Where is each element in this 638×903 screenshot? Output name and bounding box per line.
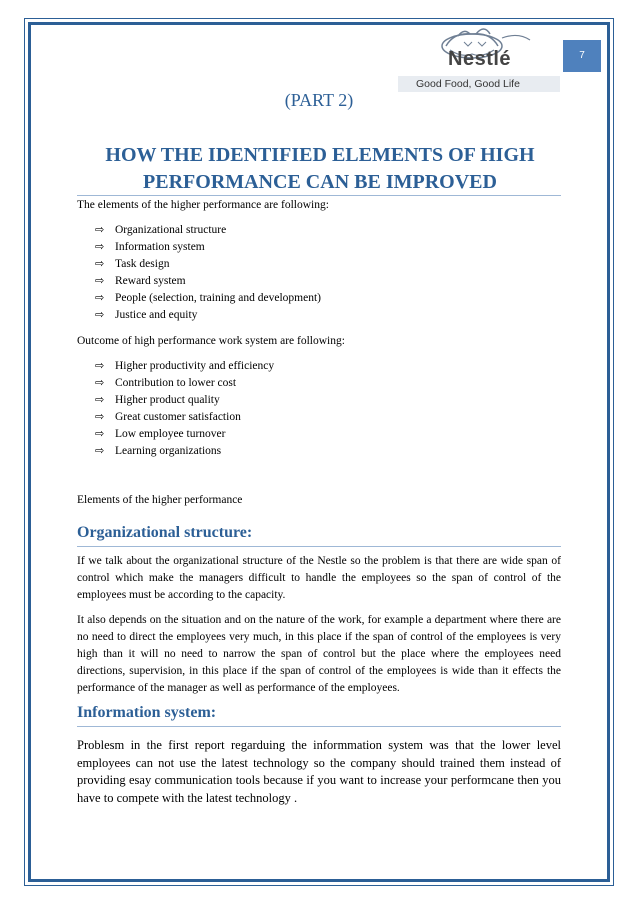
arrow-right-icon: ⇨ — [95, 444, 105, 457]
arrow-right-icon: ⇨ — [95, 223, 105, 236]
logo-tagline: Good Food, Good Life — [416, 78, 520, 90]
arrow-right-icon: ⇨ — [95, 308, 105, 321]
list-item: ⇨ Contribution to lower cost — [95, 376, 237, 389]
org-structure-paragraph-1: If we talk about the organizational structure of the Nestle so the problem is that there are wide span of control which make the managers difficult to handle the employees so the span of control of the employees must be according to the capacity. — [77, 555, 561, 601]
list-item: ⇨ Low employee turnover — [95, 427, 226, 440]
logo-brand-text: Nestlé — [448, 48, 512, 70]
arrow-right-icon: ⇨ — [95, 427, 105, 440]
arrow-right-icon: ⇨ — [95, 291, 105, 304]
list-item: ⇨ Justice and equity — [95, 308, 198, 321]
arrow-right-icon: ⇨ — [95, 274, 105, 287]
page-number: 7 — [563, 40, 601, 72]
info-system-paragraph-1: Problesm in the first report regarduing the informmation system was that the lower level employees can not use the latest technology so the company should trained them instead of providing esay communication tools because if you want to increase your performcane then you have to compete with the latest technology . — [77, 738, 561, 805]
elements-label: Elements of the higher performance — [77, 494, 243, 506]
list-item: ⇨ People (selection, training and development) — [95, 291, 321, 304]
list-item: ⇨ Organizational structure — [95, 223, 227, 236]
elements-intro: The elements of the higher performance are following: — [77, 199, 329, 211]
section-heading-organizational-structure: Organizational structure: — [77, 524, 253, 541]
list-item: ⇨ Reward system — [95, 274, 186, 287]
elements-list — [95, 221, 321, 323]
list-item: ⇨ Learning organizations — [95, 444, 222, 457]
heading-divider — [77, 195, 561, 196]
outcome-intro: Outcome of high performance work system are following: — [77, 335, 345, 347]
arrow-right-icon: ⇨ — [95, 359, 105, 372]
section-divider — [77, 726, 561, 727]
part-title: (PART 2) — [284, 90, 354, 110]
arrow-right-icon: ⇨ — [95, 393, 105, 406]
arrow-right-icon: ⇨ — [95, 257, 105, 270]
list-item: ⇨ Higher productivity and efficiency — [95, 359, 275, 372]
arrow-right-icon: ⇨ — [95, 376, 105, 389]
section-divider — [77, 546, 561, 547]
list-item: ⇨ Information system — [95, 240, 205, 253]
main-heading: HOW THE IDENTIFIED ELEMENTS OF HIGH PERFORMANCE CAN BE IMPROVED — [105, 144, 535, 193]
arrow-right-icon: ⇨ — [95, 240, 105, 253]
list-item: ⇨ Higher product quality — [95, 393, 220, 406]
outcome-list — [95, 357, 274, 459]
org-structure-paragraph-2: It also depends on the situation and on the nature of the work, for example a department where there are no need to direct the employees very much, in this place if the span of control of the employees is very high than it will no need to narrow the span of control but the place where the employees need directions, supervision, in this place if the span of control of the employees is wide than it effects the performance of the manager as well as performance of the employees. — [77, 614, 561, 694]
section-heading-information-system: Information system: — [77, 704, 217, 721]
list-item: ⇨ Great customer satisfaction — [95, 410, 241, 423]
arrow-right-icon: ⇨ — [95, 410, 105, 423]
list-item: ⇨ Task design — [95, 257, 170, 270]
